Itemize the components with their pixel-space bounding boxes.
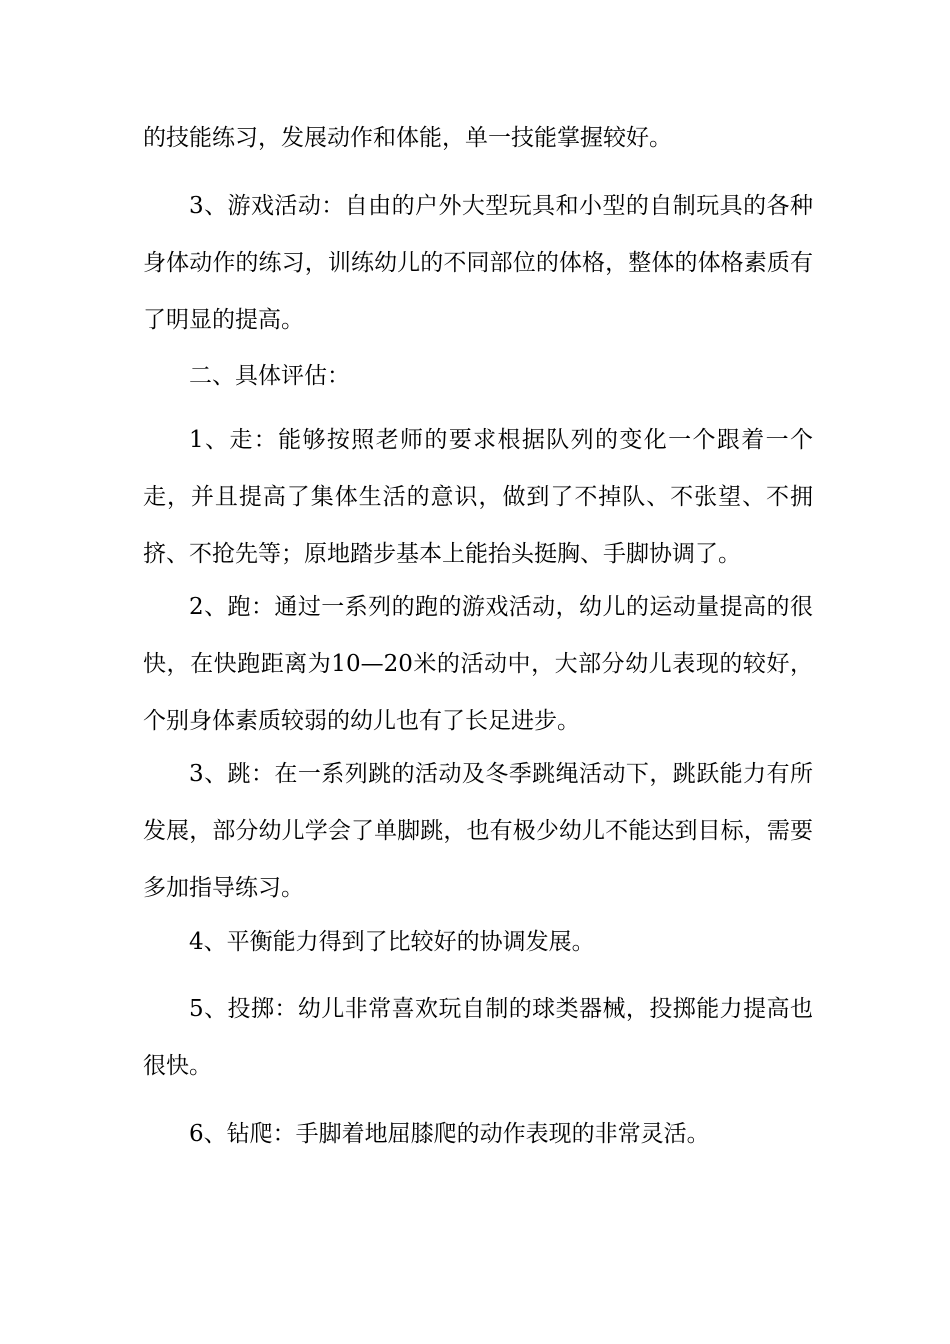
section-heading-evaluation: 二、具体评估： bbox=[189, 363, 350, 389]
paragraph-balance: 4、平衡能力得到了比较好的协调发展。 bbox=[189, 929, 595, 955]
paragraph-jumping: 3、跳：在一系列跳的活动及冬季跳绳活动下，跳跃能力有所发展，部分幼儿学会了单脚跳，也有极少幼儿不能达到目标，需要多加指导练习。 bbox=[143, 761, 813, 901]
paragraph-game-activity: 3、游戏活动：自由的户外大型玩具和小型的自制玩具的各种身体动作的练习，训练幼儿的不同部位的体格，整体的体格素质有了明显的提高。 bbox=[143, 193, 813, 333]
paragraph-crawling: 6、钻爬：手脚着地屈膝爬的动作表现的非常灵活。 bbox=[189, 1121, 710, 1147]
paragraph-walking: 1、走：能够按照老师的要求根据队列的变化一个跟着一个走，并且提高了集体生活的意识，做到了不掉队、不张望、不拥挤、不抢先等；原地踏步基本上能抬头挺胸、手脚协调了。 bbox=[143, 427, 813, 567]
paragraph-skill-practice: 的技能练习，发展动作和体能，单一技能掌握较好。 bbox=[143, 125, 672, 151]
paragraph-throwing: 5、投掷：幼儿非常喜欢玩自制的球类器械，投掷能力提高也很快。 bbox=[143, 996, 813, 1079]
paragraph-running: 2、跑：通过一系列的跑的游戏活动，幼儿的运动量提高的很快，在快跑距离为10—20米的活动中，大部分幼儿表现的较好，个别身体素质较弱的幼儿也有了长足进步。 bbox=[143, 594, 813, 734]
